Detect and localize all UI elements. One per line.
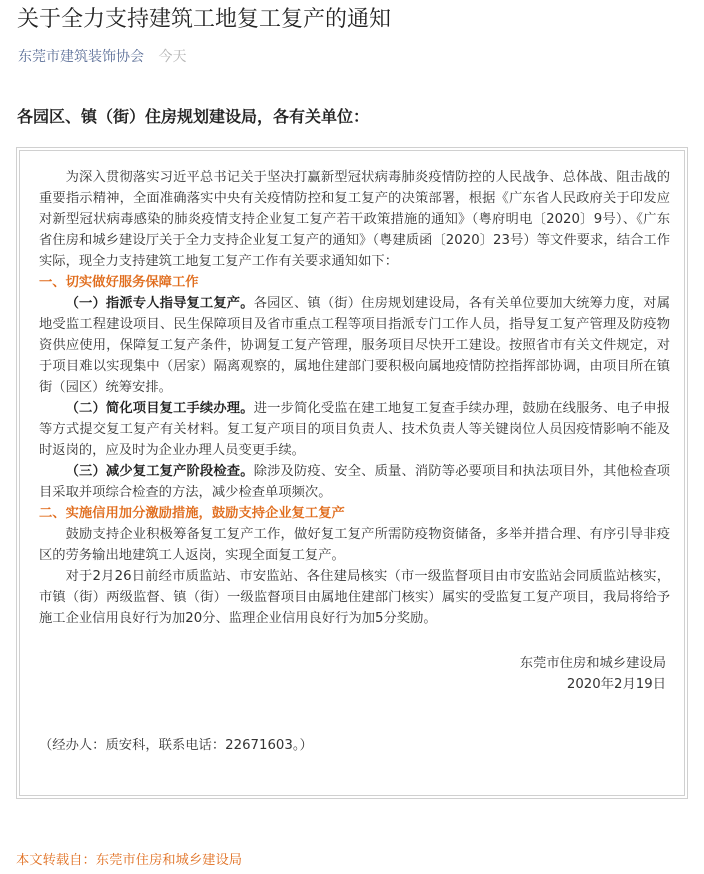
spacer bbox=[39, 629, 670, 653]
spacer bbox=[39, 695, 670, 735]
intro-paragraph: 为深入贯彻落实习近平总书记关于坚决打赢新型冠状病毒肺炎疫情防控的人民战争、总体战、阻击战的重要指示精神，全面准确落实中央有关疫情防控和复工复产的决策部署，根据《广东省人民政府关于印发应对新型冠状病毒感染的肺炎疫情支持企业复工复产若干政策措施的通知》（粤府明电〔2020〕9号）、《广东省住房和城乡建设厅关于全力支持企业复工复产的通知》（粤建质函〔2020〕23号）等文件要求，结合工作实际，现全力支持建筑工地复工复产工作有关要求通知如下： bbox=[39, 170, 670, 269]
article-title: 关于全力支持建筑工地复工复产的通知 bbox=[17, 7, 392, 32]
section-2-bonus-paragraph: 对于2月26日前经市质监站、市安监站、各住建局核实（市一级监督项目由市安监站会同质监站核实，市镇（街）两级监督、镇（街）一级监督项目由属地住建部门核实）属实的受监复工复产项目，我局将给予施工企业信用良好行为加20分、监理企业信用良好行为加5分奖励。 bbox=[39, 569, 670, 626]
notice-frame-outer bbox=[16, 147, 688, 799]
contact-line: （经办人：质安科，联系电话：22671603。） bbox=[39, 738, 313, 753]
signature-date: 2020年2月19日 bbox=[566, 677, 666, 692]
item-3-lead: （三）减少复工复产阶段检查。 bbox=[65, 464, 254, 479]
article-meta bbox=[18, 47, 186, 67]
item-1-paragraph bbox=[39, 293, 670, 398]
signature-org: 东莞市住房和城乡建设局 bbox=[519, 656, 666, 671]
item-1-text: 各园区、镇（街）住房规划建设局，各有关单位要加大统筹力度，对属地受监工程建设项目、民生保障项目及省市重点工程等项目指派专门工作人员，指导复工复产管理及防疫物资供应使用，保障复工复产条件，协调复工复产管理，服务项目尽快开工建设。按照省市有关文件规定，对于项目难以实现集中（居家）隔离观察的，属地住建部门要积极向属地疫情防控指挥部协调，由项目所在镇街（园区）统筹安排。 bbox=[39, 296, 671, 395]
item-2-lead: （二）简化项目复工手续办理。 bbox=[65, 401, 254, 416]
notice-frame-inner bbox=[19, 150, 685, 796]
section-2-paragraph: 鼓励支持企业积极筹备复工复产工作，做好复工复产所需防疫物资储备，多举并措合理、有序引导非疫区的劳务输出地建筑工人返岗，实现全面复工复产。 bbox=[39, 527, 670, 563]
section-heading-1: 一、切实做好服务保障工作 bbox=[39, 275, 199, 290]
account-name-link[interactable]: 东莞市建筑装饰协会 bbox=[18, 49, 144, 65]
item-2-paragraph bbox=[39, 398, 670, 461]
item-1-lead: （一）指派专人指导复工复产。 bbox=[65, 296, 254, 311]
publish-date: 今天 bbox=[158, 49, 187, 65]
recipient-line: 各园区、镇（街）住房规划建设局，各有关单位： bbox=[17, 107, 370, 126]
source-note: 本文转载自：东莞市住房和城乡建设局 bbox=[16, 853, 243, 868]
section-heading-2: 二、实施信用加分激励措施，鼓励支持企业复工复产 bbox=[39, 506, 345, 521]
item-2-text: 进一步简化受监在建工地复工复查手续办理，鼓励在线服务、电子申报等方式提交复工复产有关材料。复工复产项目的项目负责人、技术负责人等关键岗位人员因疫情影响不能及时返岗的，应及时为企业办理人员变更手续。 bbox=[39, 401, 671, 458]
item-3-text: 除涉及防疫、安全、质量、消防等必要项目和执法项目外，其他检查项目采取并项综合检查的方法，减少检查单项频次。 bbox=[39, 464, 671, 500]
item-3-paragraph bbox=[39, 461, 670, 503]
